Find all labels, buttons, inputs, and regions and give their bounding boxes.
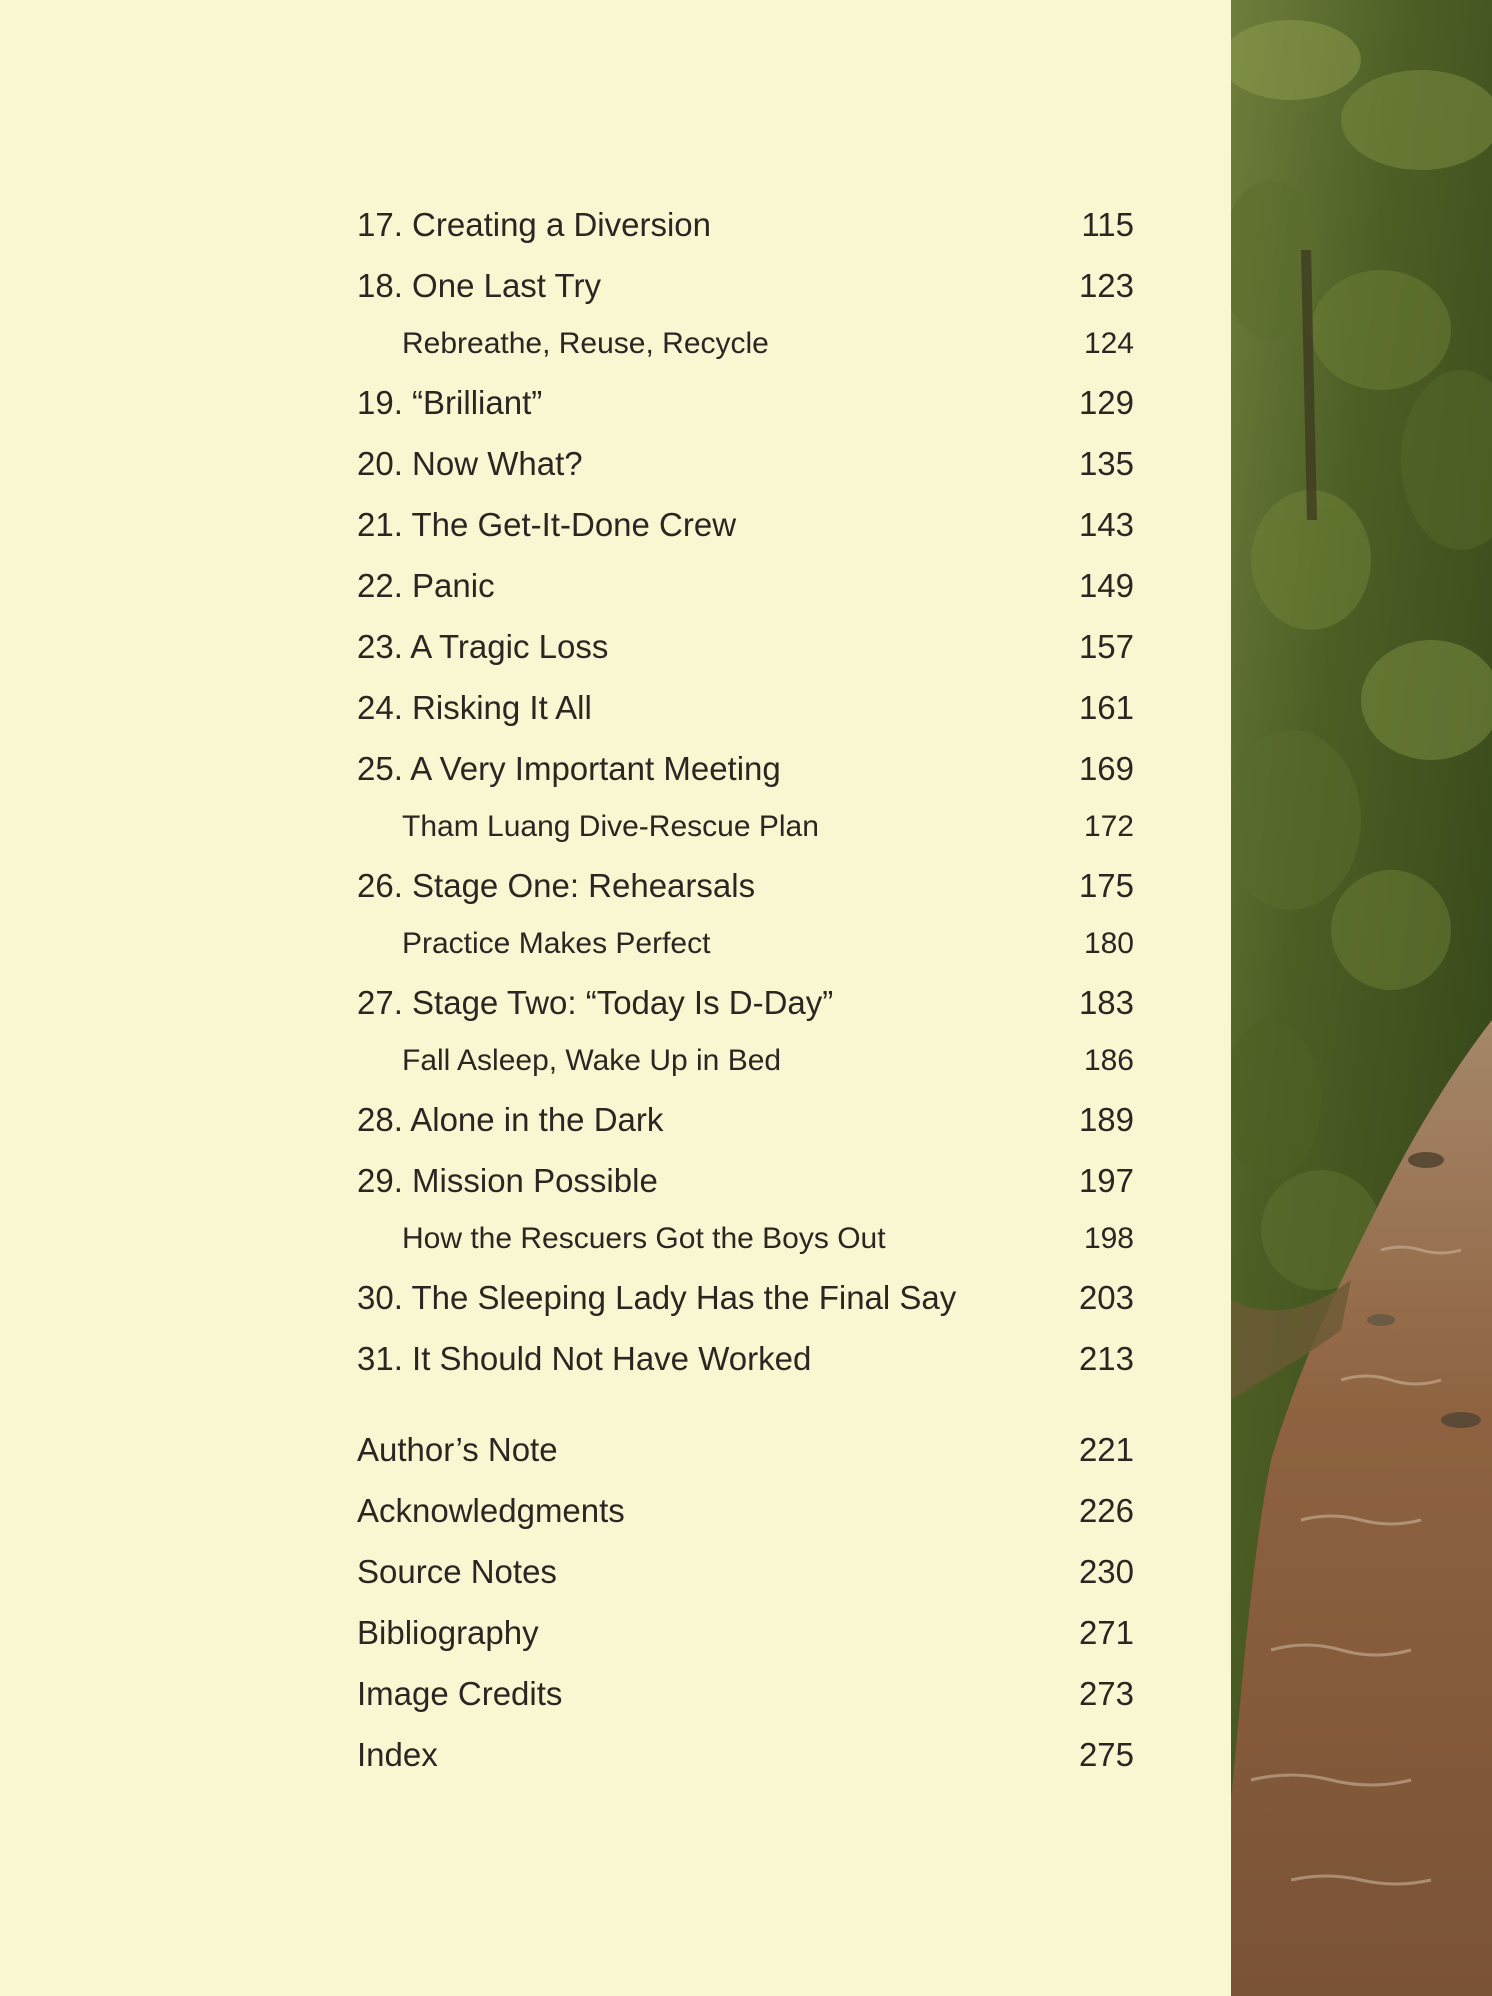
toc-entry-title: 28. Alone in the Dark (357, 1101, 664, 1138)
toc-entry-page: 172 (1083, 810, 1134, 843)
toc-entry-page: 230 (1078, 1553, 1134, 1590)
toc-entry[interactable] (357, 1328, 1134, 1389)
toc-entry-title: 24. Risking It All (357, 689, 592, 726)
toc-entry[interactable] (357, 194, 1134, 255)
toc-entry-title: How the Rescuers Got the Boys Out (402, 1222, 886, 1255)
toc-entry-page: 197 (1078, 1162, 1134, 1199)
toc-entry[interactable] (357, 855, 1134, 916)
toc-entry-title: 30. The Sleeping Lady Has the Final Say (357, 1279, 957, 1316)
toc-entry[interactable] (357, 372, 1134, 433)
toc-entry-title: 27. Stage Two: “Today Is D-Day” (357, 984, 834, 1021)
toc-entry-page: 175 (1078, 867, 1134, 904)
toc-entry[interactable] (357, 494, 1134, 555)
toc-back-matter-entry[interactable] (357, 1419, 1134, 1480)
table-of-contents (357, 194, 1134, 1785)
toc-entry-page: 273 (1078, 1675, 1134, 1712)
toc-entry-title: Bibliography (357, 1614, 539, 1651)
toc-entry[interactable] (357, 677, 1134, 738)
toc-entry-page: 271 (1078, 1614, 1134, 1651)
toc-entry-page: 180 (1083, 927, 1134, 960)
jungle-river-image (1231, 0, 1492, 1996)
toc-entry-page: 149 (1078, 567, 1134, 604)
toc-back-matter-entry[interactable] (357, 1541, 1134, 1602)
toc-entry[interactable] (357, 738, 1134, 799)
toc-entry-page: 221 (1078, 1431, 1134, 1468)
toc-entry-page: 135 (1078, 445, 1134, 482)
toc-entry-title: 21. The Get-It-Done Crew (357, 506, 737, 543)
toc-entry[interactable] (357, 972, 1134, 1033)
toc-entry-title: Author’s Note (357, 1431, 558, 1468)
toc-entry-page: 226 (1078, 1492, 1134, 1529)
toc-entry[interactable] (357, 1267, 1134, 1328)
toc-entry-title: Index (357, 1736, 438, 1773)
toc-entry-title: Image Credits (357, 1675, 563, 1712)
toc-entry[interactable] (357, 255, 1134, 316)
toc-entry-title: 25. A Very Important Meeting (357, 750, 781, 787)
toc-entry-title: 18. One Last Try (357, 267, 601, 304)
toc-entry-title: 20. Now What? (357, 445, 583, 482)
toc-entry-title: 19. “Brilliant” (357, 384, 543, 421)
toc-entry-page: 157 (1078, 628, 1134, 665)
toc-back-matter-entry[interactable] (357, 1602, 1134, 1663)
toc-entry-page: 213 (1078, 1340, 1134, 1377)
toc-back-matter-entry[interactable] (357, 1663, 1134, 1724)
toc-entry-page: 203 (1078, 1279, 1134, 1316)
toc-back-matter-entry[interactable] (357, 1724, 1134, 1785)
toc-subentry[interactable] (357, 1211, 1134, 1267)
toc-entry-page: 124 (1083, 327, 1134, 360)
toc-entry[interactable] (357, 555, 1134, 616)
toc-entry[interactable] (357, 1089, 1134, 1150)
toc-entry-page: 169 (1078, 750, 1134, 787)
toc-entry[interactable] (357, 1150, 1134, 1211)
toc-entry-title: Rebreathe, Reuse, Recycle (402, 327, 769, 360)
toc-subentry[interactable] (357, 1033, 1134, 1089)
toc-entry-page: 123 (1078, 267, 1134, 304)
toc-entry-page: 115 (1081, 206, 1134, 243)
toc-entry-page: 189 (1078, 1101, 1134, 1138)
toc-subentry[interactable] (357, 916, 1134, 972)
jungle-river-photo (1231, 0, 1492, 1996)
toc-entry-title: Practice Makes Perfect (402, 927, 711, 960)
toc-entry-page: 143 (1078, 506, 1134, 543)
toc-entry-page: 129 (1078, 384, 1134, 421)
toc-back-matter-entry[interactable] (357, 1480, 1134, 1541)
toc-entry-page: 275 (1078, 1736, 1134, 1773)
toc-entry-title: Acknowledgments (357, 1492, 625, 1529)
toc-entry-page: 161 (1078, 689, 1134, 726)
toc-entry-title: 26. Stage One: Rehearsals (357, 867, 756, 904)
toc-entry-title: Tham Luang Dive-Rescue Plan (402, 810, 819, 843)
toc-entry-title: 29. Mission Possible (357, 1162, 658, 1199)
toc-entry-title: 31. It Should Not Have Worked (357, 1340, 812, 1377)
toc-entry-title: Source Notes (357, 1553, 557, 1590)
toc-subentry[interactable] (357, 316, 1134, 372)
toc-entry[interactable] (357, 433, 1134, 494)
toc-entry-title: 17. Creating a Diversion (357, 206, 712, 243)
toc-entry-page: 198 (1083, 1222, 1134, 1255)
toc-entry-title: 22. Panic (357, 567, 495, 604)
toc-entry-page: 186 (1083, 1044, 1134, 1077)
toc-entry-title: 23. A Tragic Loss (357, 628, 609, 665)
toc-entry[interactable] (357, 616, 1134, 677)
toc-entry-title: Fall Asleep, Wake Up in Bed (402, 1044, 782, 1077)
toc-entry-page: 183 (1078, 984, 1134, 1021)
toc-subentry[interactable] (357, 799, 1134, 855)
